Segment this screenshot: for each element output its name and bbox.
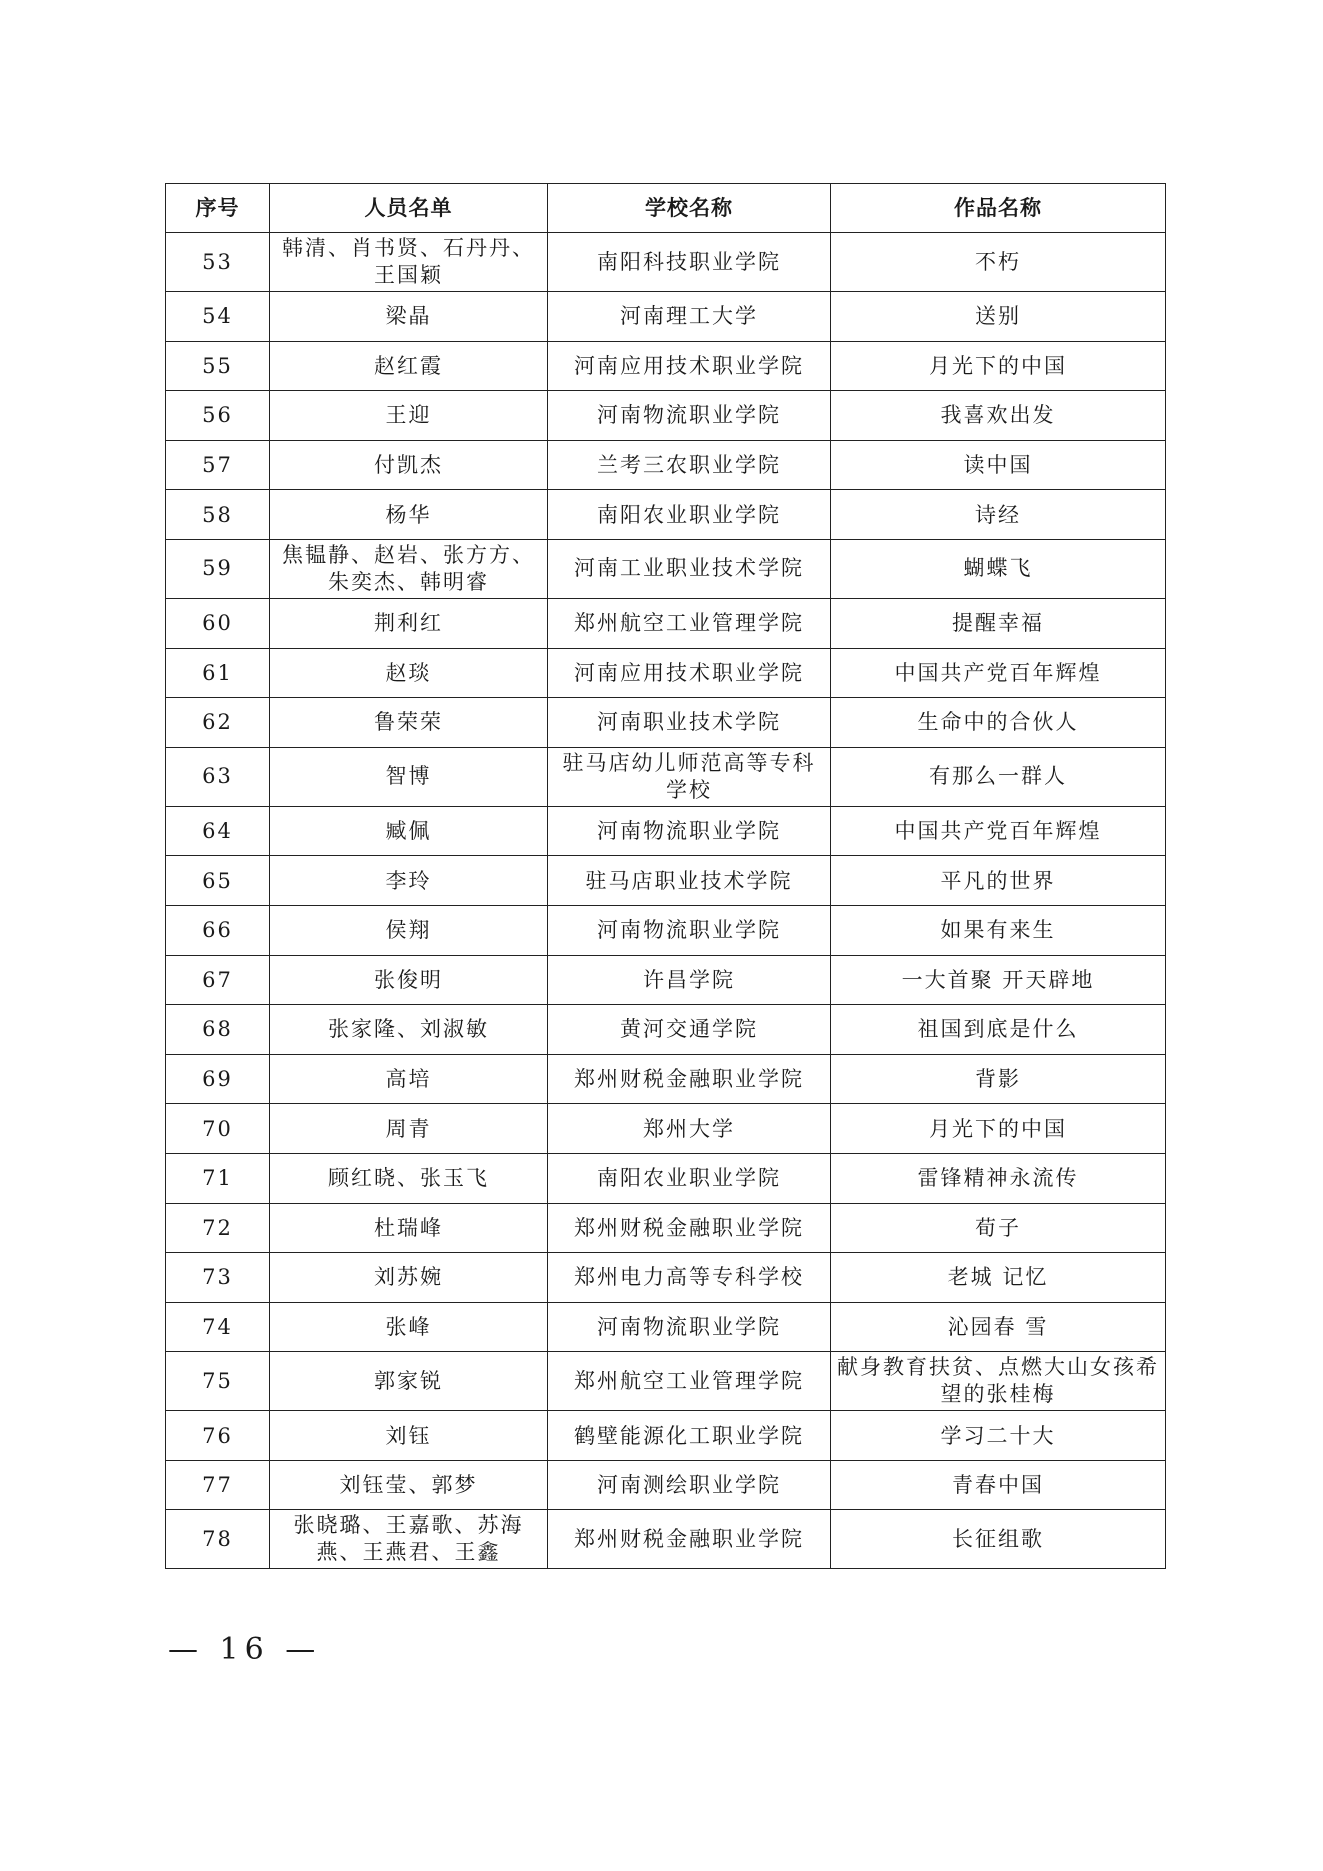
row-participants: 高培 xyxy=(270,1054,548,1104)
page-number: — 16 — xyxy=(168,1632,322,1667)
table-row xyxy=(166,1411,1166,1461)
table-row xyxy=(166,1510,1166,1569)
row-school: 黄河交通学院 xyxy=(548,1005,831,1055)
row-work-title: 读中国 xyxy=(831,440,1166,490)
row-school: 郑州航空工业管理学院 xyxy=(548,1352,831,1411)
table-row xyxy=(166,648,1166,698)
row-index: 58 xyxy=(166,490,270,540)
row-work-title: 提醒幸福 xyxy=(831,598,1166,648)
header-school: 学校名称 xyxy=(548,184,831,233)
table-row xyxy=(166,856,1166,906)
row-work-title: 如果有来生 xyxy=(831,905,1166,955)
row-index: 71 xyxy=(166,1153,270,1203)
row-work-title: 献身教育扶贫、点燃大山女孩希望的张桂梅 xyxy=(831,1352,1166,1411)
table-header-row xyxy=(166,184,1166,233)
row-index: 69 xyxy=(166,1054,270,1104)
row-index: 63 xyxy=(166,747,270,806)
row-school: 河南物流职业学院 xyxy=(548,1302,831,1352)
row-work-title: 平凡的世界 xyxy=(831,856,1166,906)
table-row xyxy=(166,1153,1166,1203)
row-school: 河南物流职业学院 xyxy=(548,391,831,441)
row-school: 河南应用技术职业学院 xyxy=(548,648,831,698)
row-work-title: 雷锋精神永流传 xyxy=(831,1153,1166,1203)
row-work-title: 送别 xyxy=(831,292,1166,342)
row-participants: 刘钰莹、郭梦 xyxy=(270,1460,548,1510)
row-participants: 顾红晓、张玉飞 xyxy=(270,1153,548,1203)
row-participants: 赵红霞 xyxy=(270,341,548,391)
row-school: 河南职业技术学院 xyxy=(548,698,831,748)
row-work-title: 不朽 xyxy=(831,233,1166,292)
row-index: 53 xyxy=(166,233,270,292)
table-row xyxy=(166,1302,1166,1352)
row-work-title: 我喜欢出发 xyxy=(831,391,1166,441)
row-index: 77 xyxy=(166,1460,270,1510)
row-index: 72 xyxy=(166,1203,270,1253)
row-school: 郑州财税金融职业学院 xyxy=(548,1203,831,1253)
table-row xyxy=(166,1203,1166,1253)
table-row xyxy=(166,292,1166,342)
row-index: 66 xyxy=(166,905,270,955)
row-school: 郑州大学 xyxy=(548,1104,831,1154)
row-participants: 焦韫静、赵岩、张方方、朱奕杰、韩明睿 xyxy=(270,539,548,598)
row-school: 郑州航空工业管理学院 xyxy=(548,598,831,648)
row-participants: 刘钰 xyxy=(270,1411,548,1461)
row-index: 54 xyxy=(166,292,270,342)
row-participants: 杜瑞峰 xyxy=(270,1203,548,1253)
row-participants: 李玲 xyxy=(270,856,548,906)
row-participants: 韩清、肖书贤、石丹丹、王国颖 xyxy=(270,233,548,292)
row-work-title: 老城 记忆 xyxy=(831,1253,1166,1303)
row-school: 河南物流职业学院 xyxy=(548,806,831,856)
row-school: 南阳农业职业学院 xyxy=(548,1153,831,1203)
row-index: 65 xyxy=(166,856,270,906)
row-participants: 智博 xyxy=(270,747,548,806)
table-body xyxy=(166,233,1166,1569)
table-row xyxy=(166,440,1166,490)
row-index: 67 xyxy=(166,955,270,1005)
row-index: 73 xyxy=(166,1253,270,1303)
row-school: 驻马店幼儿师范高等专科学校 xyxy=(548,747,831,806)
table-row xyxy=(166,1104,1166,1154)
row-index: 56 xyxy=(166,391,270,441)
row-participants: 杨华 xyxy=(270,490,548,540)
row-participants: 臧佩 xyxy=(270,806,548,856)
row-school: 郑州财税金融职业学院 xyxy=(548,1510,831,1569)
row-work-title: 蝴蝶飞 xyxy=(831,539,1166,598)
row-index: 74 xyxy=(166,1302,270,1352)
table-row xyxy=(166,539,1166,598)
row-work-title: 月光下的中国 xyxy=(831,341,1166,391)
row-work-title: 荀子 xyxy=(831,1203,1166,1253)
table-row xyxy=(166,391,1166,441)
row-participants: 王迎 xyxy=(270,391,548,441)
table-row xyxy=(166,1253,1166,1303)
row-index: 78 xyxy=(166,1510,270,1569)
row-participants: 张家隆、刘淑敏 xyxy=(270,1005,548,1055)
row-index: 76 xyxy=(166,1411,270,1461)
row-school: 兰考三农职业学院 xyxy=(548,440,831,490)
header-work-title: 作品名称 xyxy=(831,184,1166,233)
row-work-title: 中国共产党百年辉煌 xyxy=(831,648,1166,698)
row-school: 南阳科技职业学院 xyxy=(548,233,831,292)
row-work-title: 诗经 xyxy=(831,490,1166,540)
table-row xyxy=(166,1460,1166,1510)
table-row xyxy=(166,806,1166,856)
row-index: 68 xyxy=(166,1005,270,1055)
row-index: 59 xyxy=(166,539,270,598)
row-school: 河南物流职业学院 xyxy=(548,905,831,955)
row-work-title: 沁园春 雪 xyxy=(831,1302,1166,1352)
row-participants: 周青 xyxy=(270,1104,548,1154)
row-index: 57 xyxy=(166,440,270,490)
row-work-title: 有那么一群人 xyxy=(831,747,1166,806)
table-row xyxy=(166,1005,1166,1055)
row-school: 河南应用技术职业学院 xyxy=(548,341,831,391)
table-row xyxy=(166,341,1166,391)
row-index: 70 xyxy=(166,1104,270,1154)
header-participants: 人员名单 xyxy=(270,184,548,233)
header-index: 序号 xyxy=(166,184,270,233)
row-work-title: 背影 xyxy=(831,1054,1166,1104)
row-index: 55 xyxy=(166,341,270,391)
row-work-title: 长征组歌 xyxy=(831,1510,1166,1569)
row-school: 河南理工大学 xyxy=(548,292,831,342)
row-participants: 赵琰 xyxy=(270,648,548,698)
row-participants: 梁晶 xyxy=(270,292,548,342)
table-row xyxy=(166,1054,1166,1104)
row-participants: 刘苏婉 xyxy=(270,1253,548,1303)
row-participants: 付凯杰 xyxy=(270,440,548,490)
row-index: 75 xyxy=(166,1352,270,1411)
row-participants: 张峰 xyxy=(270,1302,548,1352)
row-index: 64 xyxy=(166,806,270,856)
row-school: 河南工业职业技术学院 xyxy=(548,539,831,598)
row-work-title: 一大首聚 开天辟地 xyxy=(831,955,1166,1005)
table-row xyxy=(166,598,1166,648)
table-row xyxy=(166,905,1166,955)
row-participants: 鲁荣荣 xyxy=(270,698,548,748)
row-school: 许昌学院 xyxy=(548,955,831,1005)
table-row xyxy=(166,955,1166,1005)
row-index: 62 xyxy=(166,698,270,748)
row-participants: 侯翔 xyxy=(270,905,548,955)
table-row xyxy=(166,698,1166,748)
row-participants: 张晓璐、王嘉歌、苏海燕、王燕君、王鑫 xyxy=(270,1510,548,1569)
row-school: 郑州财税金融职业学院 xyxy=(548,1054,831,1104)
row-work-title: 中国共产党百年辉煌 xyxy=(831,806,1166,856)
row-school: 鹤壁能源化工职业学院 xyxy=(548,1411,831,1461)
row-work-title: 祖国到底是什么 xyxy=(831,1005,1166,1055)
table-row xyxy=(166,233,1166,292)
row-work-title: 学习二十大 xyxy=(831,1411,1166,1461)
row-school: 南阳农业职业学院 xyxy=(548,490,831,540)
row-school: 驻马店职业技术学院 xyxy=(548,856,831,906)
row-work-title: 月光下的中国 xyxy=(831,1104,1166,1154)
row-work-title: 青春中国 xyxy=(831,1460,1166,1510)
table-row xyxy=(166,747,1166,806)
table-row xyxy=(166,1352,1166,1411)
row-index: 61 xyxy=(166,648,270,698)
row-school: 河南测绘职业学院 xyxy=(548,1460,831,1510)
row-work-title: 生命中的合伙人 xyxy=(831,698,1166,748)
table-row xyxy=(166,490,1166,540)
row-participants: 张俊明 xyxy=(270,955,548,1005)
award-list-table xyxy=(165,183,1166,1569)
row-participants: 郭家锐 xyxy=(270,1352,548,1411)
row-school: 郑州电力高等专科学校 xyxy=(548,1253,831,1303)
row-index: 60 xyxy=(166,598,270,648)
row-participants: 荆利红 xyxy=(270,598,548,648)
